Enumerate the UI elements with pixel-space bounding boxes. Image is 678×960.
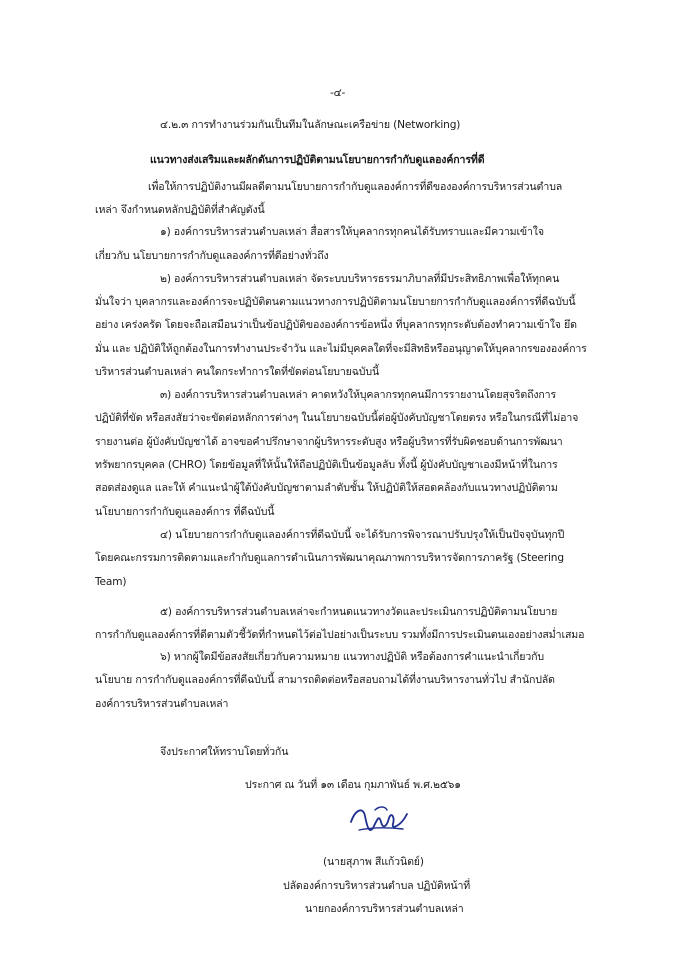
- intro-line: เพื่อให้การปฏิบัติงานมีผลดีตามนโยบายการกำกับดูแลองค์การที่ดีขององค์การบริหารส่วนตำบล: [148, 181, 563, 193]
- item-3-line: ๓) องค์การบริหารส่วนตำบลเหล่า คาดหวังให้บุคลากรทุกคนมีการรายงานโดยสุจริตถึงการ: [160, 389, 556, 401]
- item-4-line: โดยคณะกรรมการติดตามและกำกับดูแลการดำเนินการพัฒนาคุณภาพการบริหารจัดการภาครัฐ (Steering: [95, 552, 564, 564]
- item-3-line: สอดส่องดูแล และให้ คำแนะนำผู้ใต้บังคับบัญชาตามลำดับชั้น ให้ปฏิบัติให้สอดคล้องกับแนวทางปฏิบัติตาม: [95, 482, 558, 494]
- item-5-line: การกำกับดูแลองค์การที่ดีตามตัวชี้วัดที่กำหนดไว้ต่อไปอย่างเป็นระบบ รวมทั้งมีการประเมินตนเองอย่างสม่ำเสมอ: [95, 629, 585, 641]
- networking-item: ๔.๒.๓ การทำงานร่วมกันเป็นทีมในลักษณะเครือข่าย (Networking): [160, 119, 461, 131]
- page-number: -๔-: [330, 87, 346, 99]
- item-2-line: บริหารส่วนตำบลเหล่า คนใดกระทำการใดที่ขัดต่อนโยบายฉบับนี้: [95, 366, 380, 378]
- item-1-line: ๑) องค์การบริหารส่วนตำบลเหล่า สื่อสารให้บุคลากรทุกคนได้รับทราบและมีความเข้าใจ: [160, 226, 544, 238]
- signer-title: ปลัดองค์การบริหารส่วนตำบล ปฏิบัติหน้าที่: [283, 880, 471, 892]
- intro-line: เหล่า จึงกำหนดหลักปฏิบัติที่สำคัญดังนี้: [95, 204, 265, 216]
- item-3-line: นโยบายการกำกับดูแลองค์การ ที่ดีฉบับนี้: [95, 506, 275, 518]
- item-2-line: อย่าง เคร่งครัด โดยจะถือเสมือนว่าเป็นข้อปฏิบัติขององค์การข้อหนึ่ง ที่บุคลากรทุกระดับต้องทำความเข้าใจ ยึด: [95, 319, 577, 331]
- item-6-line: องค์การบริหารส่วนตำบลเหล่า: [95, 698, 229, 710]
- signature: [345, 800, 415, 840]
- announce-date: ประกาศ ณ วันที่ ๑๓ เดือน กุมภาพันธ์ พ.ศ.๒๕๖๑: [245, 779, 461, 791]
- item-2-line: มั่นใจว่า บุคลากรและองค์การจะปฏิบัติตนตามแนวทางการปฏิบัติตามนโยบายการกำกับดูแลองค์การที่ดีฉบับนี้: [95, 296, 576, 308]
- item-6-line: ๖) หากผู้ใดมีข้อสงสัยเกี่ยวกับความหมาย แนวทางปฏิบัติ หรือต้องการคำแนะนำเกี่ยวกับ: [160, 651, 544, 663]
- signer-title: นายกองค์การบริหารส่วนตำบลเหล่า: [305, 903, 464, 915]
- item-1-line: เกี่ยวกับ นโยบายการกำกับดูแลองค์การที่ดีอย่างทั่วถึง: [95, 250, 329, 262]
- item-2-line: มั่น และ ปฏิบัติให้ถูกต้องในการทำงานประจำวัน และไม่มีบุคคลใดที่จะมีสิทธิหรืออนุญาตให้บุคลากรขององค์การ: [95, 343, 587, 355]
- item-3-line: รายงานต่อ ผู้บังคับบัญชาได้ อาจขอคำปรึกษาจากผู้บริหารระดับสูง หรือผู้บริหารที่รับผิดชอบด้านการพัฒนา: [95, 436, 563, 448]
- section-heading: แนวทางส่งเสริมและผลักดันการปฏิบัติตามนโยบายการกำกับดูแลองค์การที่ดี: [150, 154, 485, 166]
- item-5-line: ๕) องค์การบริหารส่วนตำบลเหล่าจะกำหนดแนวทางวัดและประเมินการปฏิบัติตามนโยบาย: [160, 606, 558, 618]
- closing-line: จึงประกาศให้ทราบโดยทั่วกัน: [160, 746, 289, 758]
- item-3-line: ปฏิบัติที่ขัด หรือสงสัยว่าจะขัดต่อหลักการต่างๆ ในนโยบายฉบับนี้ต่อผู้บังคับบัญชาโดยตรง หรือในกรณีที่ไม่อาจ: [95, 412, 579, 424]
- item-2-line: ๒) องค์การบริหารส่วนตำบลเหล่า จัดระบบบริหารธรรมาภิบาลที่มีประสิทธิภาพเพื่อให้ทุกคน: [160, 273, 560, 285]
- item-3-line: ทรัพยากรบุคคล (CHRO) โดยข้อมูลที่ให้นั้นให้ถือปฏิบัติเป็นข้อมูลลับ ทั้งนี้ ผู้บังคับบัญชาเองมีหน้าที่ในการ: [95, 459, 558, 471]
- item-6-line: นโยบาย การกำกับดูแลองค์การที่ดีฉบับนี้ สามารถติดต่อหรือสอบถามได้ที่งานบริหารงานทั่วไป สำนักปลัด: [95, 674, 555, 686]
- item-4-line: ๔) นโยบายการกำกับดูแลองค์การที่ดีฉบับนี้ จะได้รับการพิจารณาปรับปรุงให้เป็นปัจจุบันทุกปี: [160, 529, 565, 541]
- signer-name: (นายสุภาพ สีแก้วนิตย์): [323, 856, 424, 868]
- item-4-line: Team): [95, 576, 127, 588]
